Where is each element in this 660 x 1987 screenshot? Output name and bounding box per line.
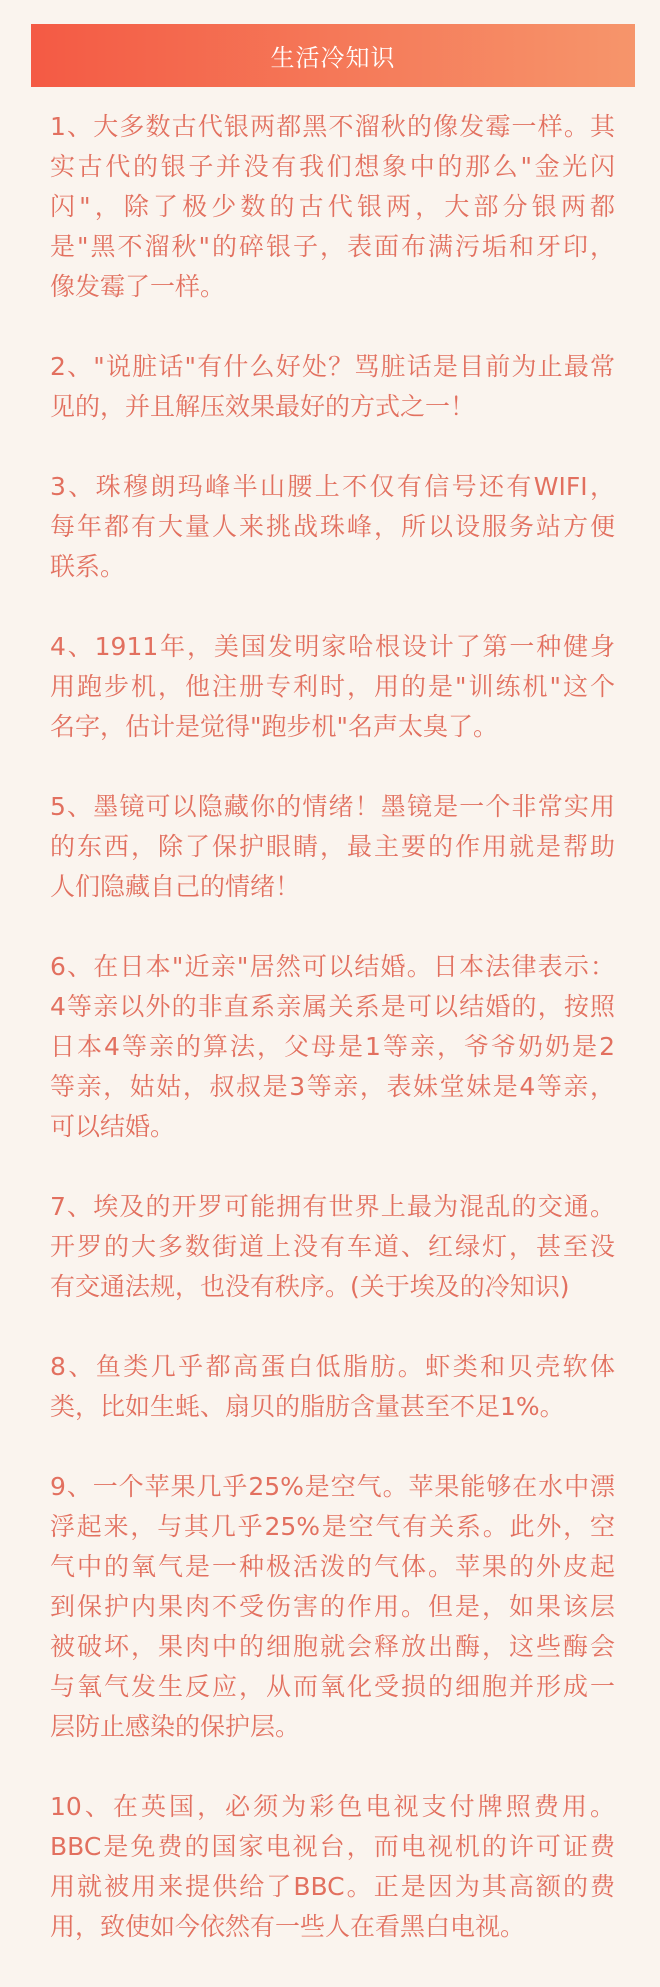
trivia-line: 开罗的大多数街道上没有车道、红绿灯，甚至没 [50,1232,615,1261]
trivia-item [50,627,615,747]
trivia-line: 可以结婚。 [50,1112,176,1141]
trivia-line: 用就被用来提供给了BBC。正是因为其高额的费 [50,1872,615,1901]
trivia-line: 4、1911年，美国发明家哈根设计了第一种健身 [50,632,615,661]
trivia-line: 2、"说脏话"有什么好处？骂脏话是目前为止最常 [50,352,615,381]
trivia-item [50,947,615,1147]
trivia-line: 6、在日本"近亲"居然可以结婚。日本法律表示： [50,952,615,981]
trivia-item [50,787,615,907]
trivia-list [50,107,615,1987]
trivia-line: 用，致使如今依然有一些人在看黑白电视。 [50,1912,526,1941]
trivia-line: 与氧气发生反应，从而氧化受损的细胞并形成一 [50,1672,615,1701]
trivia-line: 的东西，除了保护眼睛，最主要的作用就是帮助 [50,832,615,861]
trivia-line: 像发霉了一样。 [50,272,226,301]
trivia-line: 3、珠穆朗玛峰半山腰上不仅有信号还有WIFI， [50,472,615,501]
trivia-line: 人们隐藏自己的情绪！ [50,872,301,901]
trivia-line: 5、墨镜可以隐藏你的情绪！墨镜是一个非常实用 [50,792,615,821]
trivia-item [50,347,615,427]
trivia-line: 实古代的银子并没有我们想象中的那么"金光闪 [50,152,615,181]
trivia-line: 是"黑不溜秋"的碎银子，表面布满污垢和牙印， [50,232,615,261]
trivia-line: 7、埃及的开罗可能拥有世界上最为混乱的交通。 [50,1192,615,1221]
trivia-item [50,1347,615,1427]
trivia-line: 见的，并且解压效果最好的方式之一！ [50,392,476,421]
trivia-line: 用跑步机，他注册专利时，用的是"训练机"这个 [50,672,615,701]
trivia-line: 1、大多数古代银两都黑不溜秋的像发霉一样。其 [50,112,615,141]
section-title: 生活冷知识 [270,44,396,72]
trivia-line: 有交通法规，也没有秩序。(关于埃及的冷知识) [50,1272,570,1301]
trivia-item [50,1187,615,1307]
trivia-line: 名字，估计是觉得"跑步机"名声太臭了。 [50,712,498,741]
trivia-line: 4等亲以外的非直系亲属关系是可以结婚的，按照 [50,992,615,1021]
section-header [31,24,635,87]
trivia-line: 被破坏，果肉中的细胞就会释放出酶，这些酶会 [50,1632,615,1661]
trivia-line: 等亲，姑姑，叔叔是3等亲，表妹堂妹是4等亲， [50,1072,615,1101]
trivia-line: 日本4等亲的算法，父母是1等亲，爷爷奶奶是2 [50,1032,615,1061]
trivia-line: 气中的氧气是一种极活泼的气体。苹果的外皮起 [50,1552,615,1581]
trivia-item [50,1467,615,1747]
trivia-line: 浮起来，与其几乎25%是空气有关系。此外，空 [50,1512,615,1541]
trivia-line: BBC是免费的国家电视台，而电视机的许可证费 [50,1832,615,1861]
trivia-item [50,107,615,307]
trivia-line: 10、在英国，必须为彩色电视支付牌照费用。 [50,1792,615,1821]
trivia-item [50,467,615,587]
trivia-line: 到保护内果肉不受伤害的作用。但是，如果该层 [50,1592,615,1621]
trivia-item [50,1787,615,1947]
trivia-line: 9、一个苹果几乎25%是空气。苹果能够在水中漂 [50,1472,615,1501]
trivia-line: 联系。 [50,552,126,581]
trivia-line: 闪"，除了极少数的古代银两，大部分银两都 [50,192,615,221]
trivia-line: 层防止感染的保护层。 [50,1712,301,1741]
trivia-line: 类，比如生蚝、扇贝的脂肪含量甚至不足1%。 [50,1392,565,1421]
trivia-line: 每年都有大量人来挑战珠峰，所以设服务站方便 [50,512,615,541]
trivia-line: 8、鱼类几乎都高蛋白低脂肪。虾类和贝壳软体 [50,1352,615,1381]
